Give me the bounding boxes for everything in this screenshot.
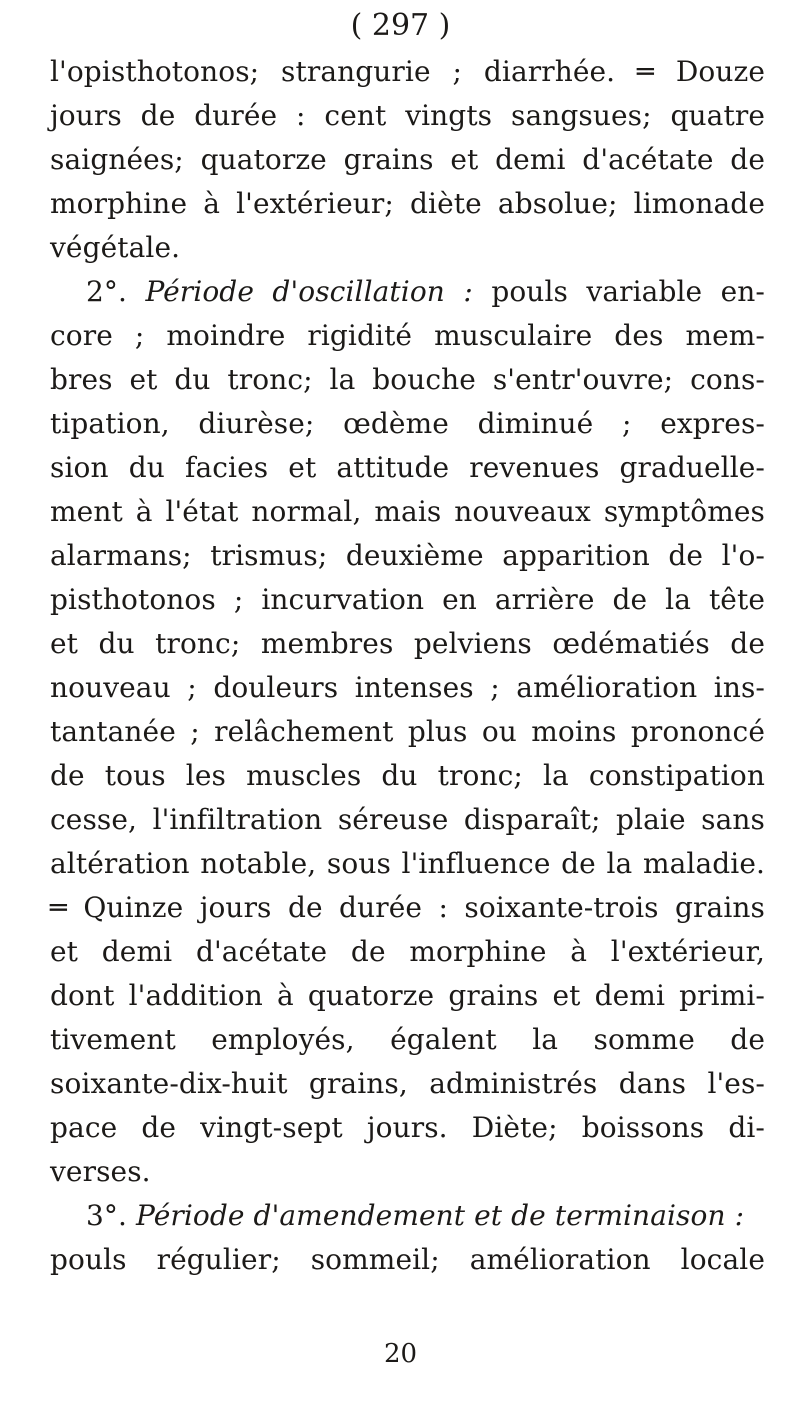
section-number: 3°. xyxy=(86,1199,137,1232)
text-line: pisthotonos ; incurvation en arrière de la tête xyxy=(50,583,765,616)
section-heading-line xyxy=(50,1194,765,1238)
text-line: morphine à l'extérieur; diète absolue; limonade xyxy=(50,187,765,220)
text-line: core ; moindre rigidité musculaire des mem- xyxy=(50,319,765,352)
text-line: dont l'addition à quatorze grains et demi primi- xyxy=(50,979,765,1012)
text-line: ment à l'état normal, mais nouveaux symptômes xyxy=(50,495,765,528)
section-title: Période d'oscillation : xyxy=(145,275,473,308)
text-line: jours de durée : cent vingts sangsues; quatre xyxy=(50,99,765,132)
text-line: pace de vingt-sept jours. Diète; boissons di- xyxy=(50,1111,765,1144)
text-line: soixante-dix-huit grains, administrés dans l'es- xyxy=(50,1067,765,1100)
text-line: saignées; quatorze grains et demi d'acétate de xyxy=(50,143,765,176)
text-line: végétale. xyxy=(50,231,181,264)
text-line: alarmans; trismus; deuxième apparition de l'o- xyxy=(50,539,765,572)
signature-mark: 20 xyxy=(383,1339,418,1369)
text-line: l'opisthotonos; strangurie ; diarrhée. ═ Douze xyxy=(50,55,765,88)
body-text xyxy=(50,50,765,1282)
section-number: 2°. xyxy=(86,275,146,308)
section-heading-line xyxy=(50,270,765,314)
section-title: Période d'amendement et de terminaison : xyxy=(136,1199,745,1232)
text-line: cesse, l'infiltration séreuse disparaît; plaie sans xyxy=(50,803,765,836)
text-line: tantanée ; relâchement plus ou moins prononcé xyxy=(50,715,765,748)
page-number: ( 297 ) xyxy=(350,8,451,43)
text-line: nouveau ; douleurs intenses ; amélioration ins- xyxy=(50,671,765,704)
text-line: et demi d'acétate de morphine à l'extérieur, xyxy=(50,935,765,968)
text-line: verses. xyxy=(50,1155,151,1188)
text-line: tipation, diurèse; œdème diminué ; expres- xyxy=(50,407,765,440)
section-text: pouls variable en- xyxy=(472,275,765,308)
text-line: tivement employés, égalent la somme de xyxy=(50,1023,765,1056)
text-line: pouls régulier; sommeil; amélioration locale xyxy=(50,1243,765,1276)
text-line: sion du facies et attitude revenues graduelle- xyxy=(50,451,765,484)
text-line: et du tronc; membres pelviens œdématiés de xyxy=(50,627,765,660)
text-line: bres et du tronc; la bouche s'entr'ouvre; cons- xyxy=(50,363,765,396)
text-line: ═ Quinze jours de durée : soixante-trois grains xyxy=(50,891,765,924)
text-line: altération notable, sous l'influence de la maladie. xyxy=(50,847,765,880)
text-line: de tous les muscles du tronc; la constipation xyxy=(50,759,765,792)
